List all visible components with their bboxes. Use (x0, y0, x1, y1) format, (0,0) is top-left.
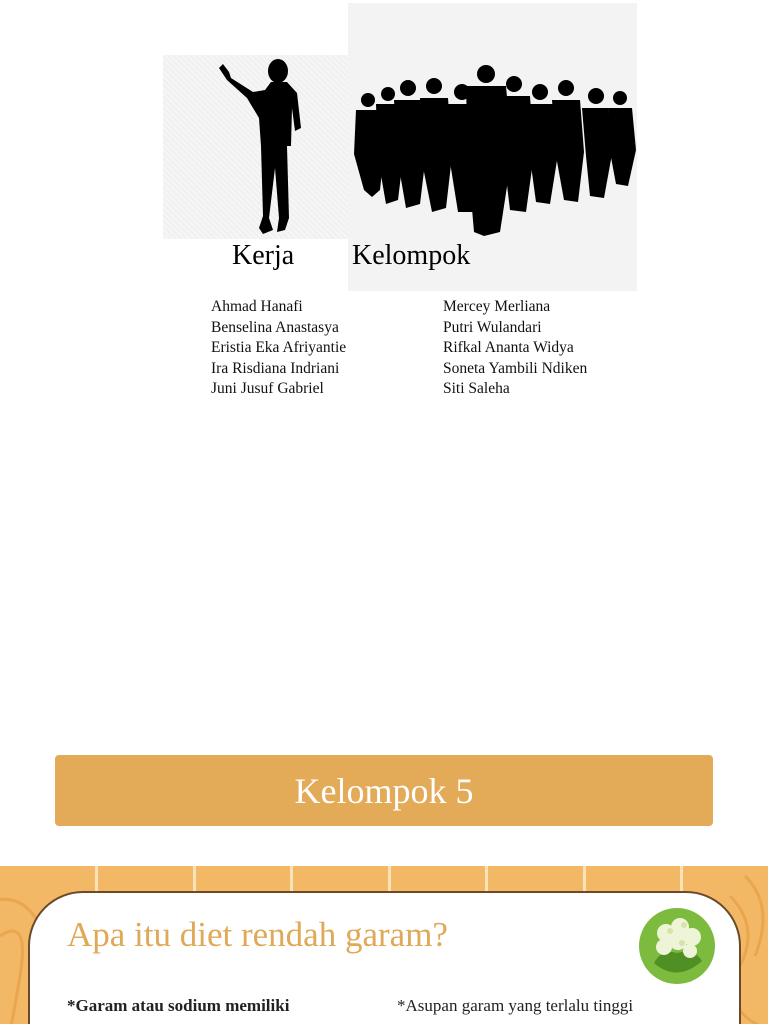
crowd-silhouette-icon (350, 62, 640, 240)
member-name: Ira Risdiana Indriani (211, 359, 340, 377)
member-list-right (443, 297, 587, 400)
member-name: Juni Jusuf Gabriel (211, 380, 324, 397)
cauliflower-icon (634, 903, 720, 989)
title-kerja: Kerja (232, 240, 295, 271)
member-name: Benselina Anastasya (211, 318, 339, 336)
member-name: Ahmad Hanafi (211, 298, 303, 315)
member-list-left (211, 297, 346, 400)
member-name: Eristia Eka Afriyantie (211, 339, 347, 356)
card-text-right: *Asupan garam yang terlalu tinggi (397, 996, 634, 1015)
card-text-left: *Garam atau sodium memiliki (67, 996, 290, 1015)
banner-title: Kelompok 5 (294, 770, 474, 811)
member-name: Soneta Yambili Ndiken (443, 359, 588, 377)
title-kelompok: Kelompok (352, 240, 471, 271)
businessman-silhouette-icon (205, 58, 315, 238)
member-name: Siti Saleha (443, 380, 510, 397)
member-name: Mercey Merliana (443, 298, 551, 315)
member-name: Putri Wulandari (443, 318, 542, 336)
card-title: Apa itu diet rendah garam? (67, 915, 448, 954)
member-name: Rifkal Ananta Widya (443, 339, 574, 356)
group-banner (55, 755, 713, 826)
